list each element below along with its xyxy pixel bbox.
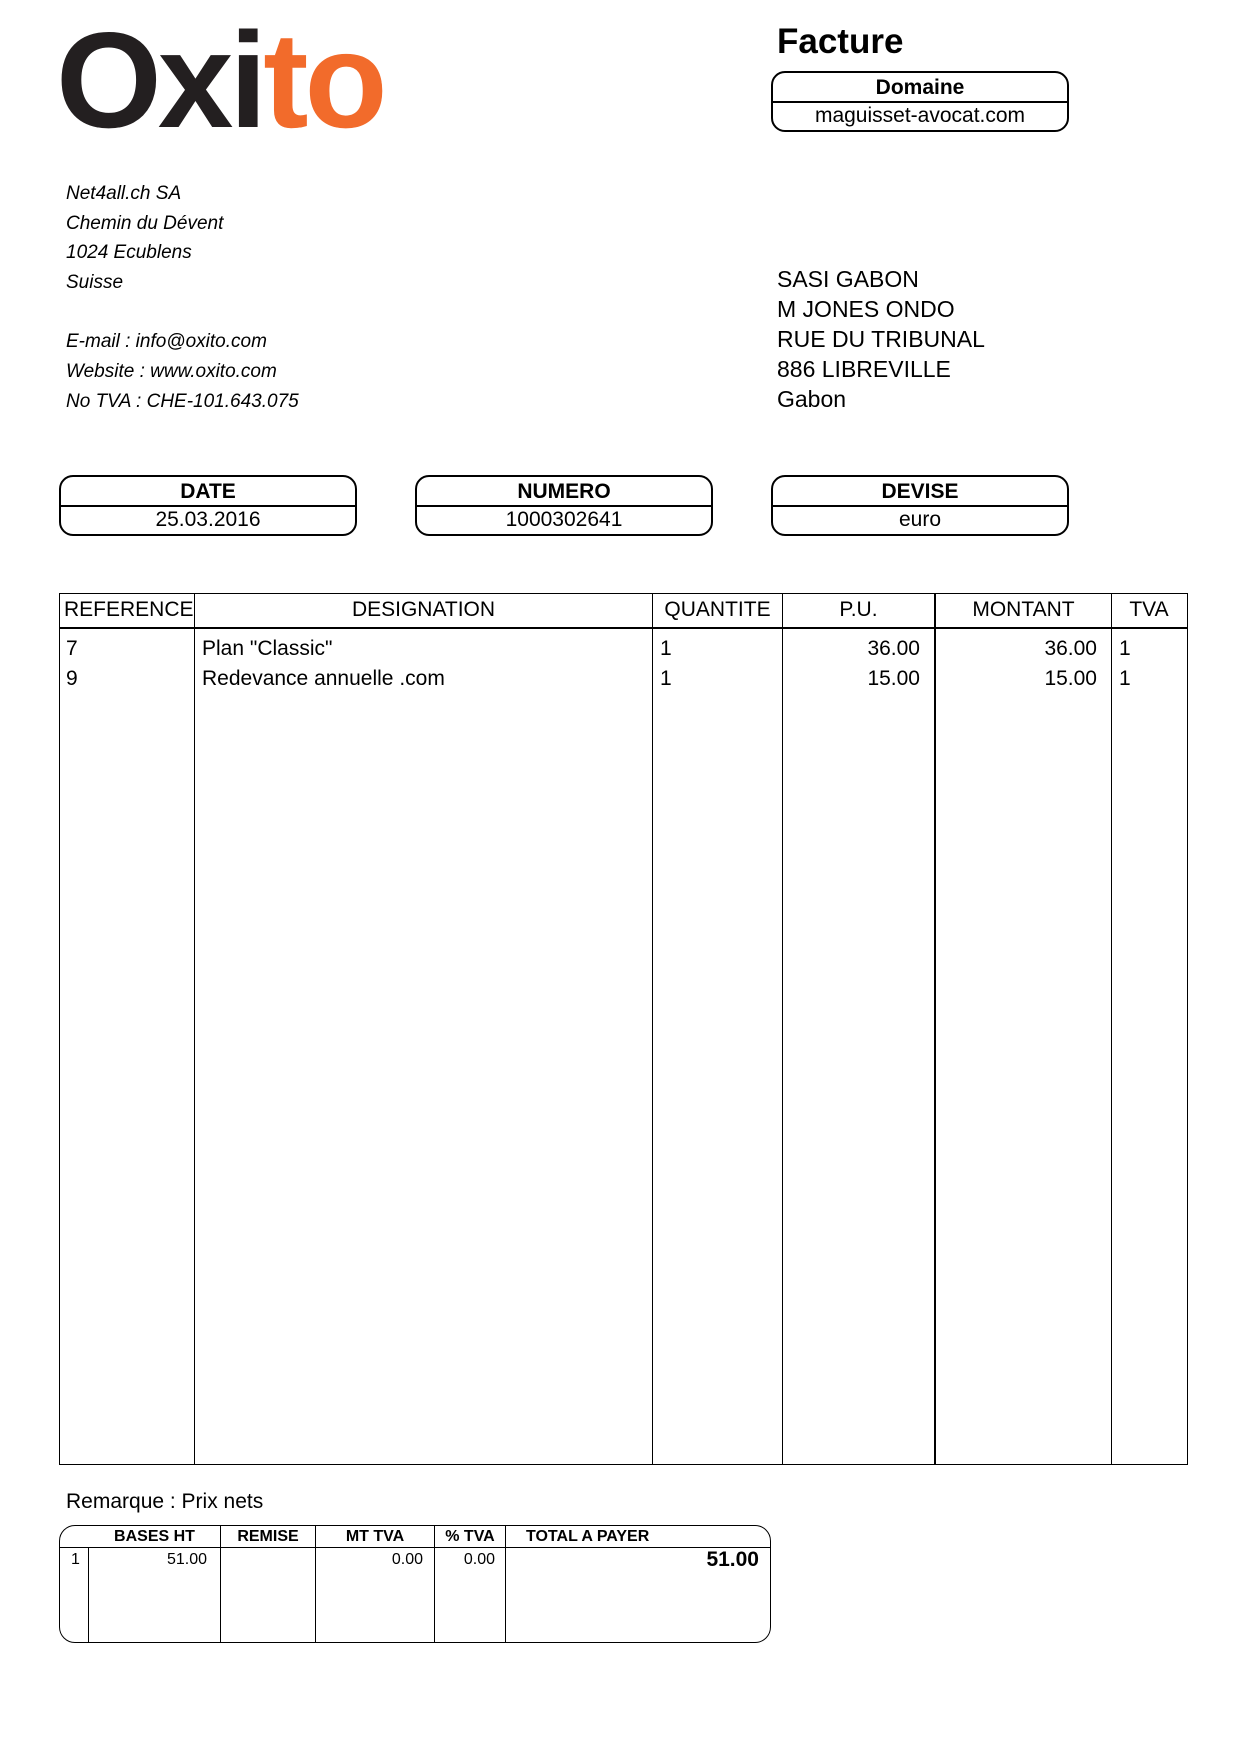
date-box [59, 475, 357, 536]
header-reference: REFERENCE [64, 598, 194, 621]
header-remise: REMISE [237, 1528, 299, 1545]
totals-cell-total: 51.00 [706, 1548, 759, 1571]
table-cell-pu: 36.00 [867, 637, 920, 660]
table-cell-quantite: 1 [660, 667, 672, 690]
recipient-line: SASI GABON [777, 266, 919, 292]
totals-cell-pct-tva: 0.00 [463, 1551, 495, 1568]
totals-cell-code: 1 [71, 1551, 80, 1568]
header-bases-ht: BASES HT [114, 1528, 195, 1545]
column-divider [934, 594, 936, 1464]
table-cell-tva: 1 [1119, 637, 1131, 660]
table-cell-reference: 7 [66, 637, 78, 660]
table-cell-reference: 9 [66, 667, 78, 690]
totals-table [59, 1525, 771, 1643]
header-mt-tva: MT TVA [345, 1528, 405, 1545]
recipient-address [777, 264, 985, 414]
column-divider [652, 594, 653, 1464]
logo-text-accent: to [263, 4, 384, 156]
table-cell-montant: 15.00 [1044, 667, 1097, 690]
table-cell-montant: 36.00 [1044, 637, 1097, 660]
devise-label: DEVISE [773, 477, 1067, 507]
table-cell-designation: Plan "Classic" [202, 637, 333, 660]
header-quantite: QUANTITE [664, 598, 771, 621]
sender-vat: No TVA : CHE-101.643.075 [66, 390, 299, 412]
sender-company: Net4all.ch SA [66, 183, 182, 204]
recipient-line: Gabon [777, 386, 847, 412]
table-cell-designation: Redevance annuelle .com [202, 667, 445, 690]
document-title: Facture [777, 22, 904, 61]
header-total: TOTAL A PAYER [526, 1528, 650, 1545]
table-cell-pu: 15.00 [867, 667, 920, 690]
remark-text: Remarque : Prix nets [66, 1490, 264, 1513]
sender-email: E-mail : info@oxito.com [66, 331, 267, 353]
domain-label: Domaine [773, 73, 1067, 103]
devise-box [771, 475, 1069, 536]
header-montant: MONTANT [972, 598, 1075, 621]
column-divider [1111, 594, 1112, 1464]
devise-value: euro [898, 508, 942, 531]
sender-website: Website : www.oxito.com [66, 361, 277, 383]
numero-box [415, 475, 713, 536]
header-pct-tva: % TVA [445, 1528, 495, 1545]
sender-street: Chemin du Dévent [66, 212, 224, 234]
column-divider [194, 594, 195, 1464]
sender-address [66, 179, 299, 417]
table-cell-quantite: 1 [660, 637, 672, 660]
numero-value: 1000302641 [505, 508, 623, 531]
table-cell-tva: 1 [1119, 667, 1131, 690]
domain-value: maguisset-avocat.com [814, 104, 1026, 127]
header-designation: DESIGNATION [351, 598, 496, 621]
company-logo [56, 4, 384, 156]
date-label: DATE [61, 477, 355, 507]
column-divider [782, 594, 783, 1464]
sender-city: 1024 Ecublens [66, 242, 192, 264]
recipient-line: 886 LIBREVILLE [777, 356, 951, 382]
items-table [59, 593, 1188, 1465]
totals-cell-mt-tva: 0.00 [391, 1551, 423, 1568]
sender-country: Suisse [66, 272, 124, 294]
totals-cell-bases-ht: 51.00 [166, 1551, 207, 1568]
sender-spacer [66, 298, 299, 328]
domain-box [771, 71, 1069, 132]
column-divider [505, 1526, 506, 1642]
header-divider [60, 627, 1187, 629]
header-tva: TVA [1129, 598, 1169, 621]
recipient-line: M JONES ONDO [777, 296, 955, 322]
logo-text-dark: Oxi [56, 4, 264, 156]
numero-label: NUMERO [417, 477, 711, 507]
recipient-line: RUE DU TRIBUNAL [777, 326, 985, 352]
date-value: 25.03.2016 [155, 508, 261, 531]
header-pu: P.U. [839, 598, 878, 621]
